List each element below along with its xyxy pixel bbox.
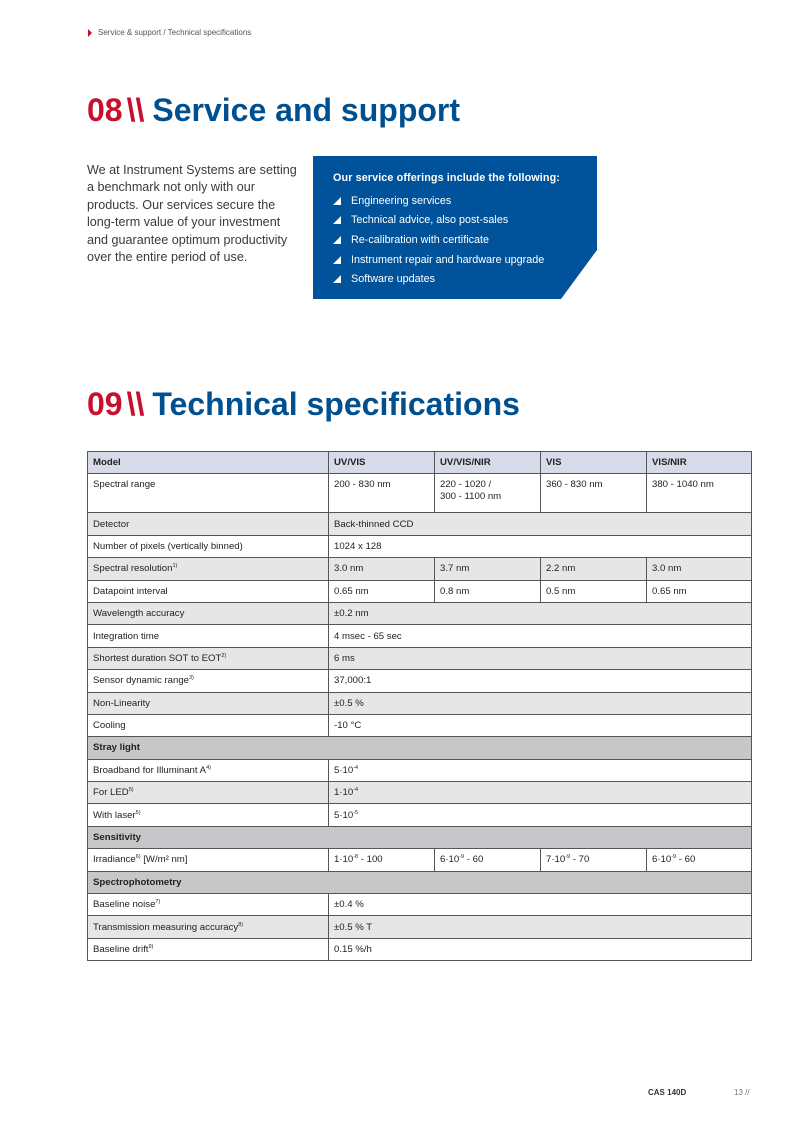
footnote-marker: 2): [221, 652, 227, 659]
footnote-marker: 6): [135, 854, 141, 861]
value-exponent: -5: [353, 809, 359, 816]
cell: 6 ms: [329, 647, 752, 669]
table-row: [88, 938, 752, 960]
table-row: [88, 894, 752, 916]
row-label-text: Shortest duration SOT to EOT: [93, 652, 222, 664]
row-label: Datapoint interval: [88, 580, 329, 602]
cell: 200 - 830 nm: [329, 474, 435, 513]
row-label: [88, 849, 329, 871]
cell: 3.0 nm: [647, 558, 752, 580]
cell: 360 - 830 nm: [541, 474, 647, 513]
row-label-text: Irradiance: [93, 854, 136, 866]
breadcrumb-text: Service & support / Technical specifications: [98, 28, 252, 37]
row-label: [88, 938, 329, 960]
section-09-number: 09: [87, 386, 123, 422]
cell: [435, 849, 541, 871]
triangle-bullet-icon: [333, 197, 341, 205]
footnote-marker: 5): [135, 809, 141, 816]
offering-item-label: Engineering services: [351, 194, 452, 207]
row-label-text: Baseline noise: [93, 899, 156, 911]
row-label: [88, 759, 329, 781]
section-title-spectrophotometry: Spectrophotometry: [88, 871, 752, 893]
breadcrumb: [88, 28, 251, 37]
value-base: 7·10: [546, 854, 566, 866]
offering-item-label: Technical advice, also post-sales: [351, 214, 509, 227]
value-exponent: -9: [459, 854, 465, 861]
cell: 3.7 nm: [435, 558, 541, 580]
table-row: [88, 670, 752, 692]
footnote-marker: 4): [206, 764, 211, 771]
row-label-text: With laser: [93, 809, 136, 821]
cell: 2.2 nm: [541, 558, 647, 580]
footnote-marker: 1): [172, 563, 178, 570]
section-08-title: Service and support: [152, 92, 461, 128]
cell: ±0.2 nm: [329, 602, 752, 624]
value-exponent: -9: [565, 854, 571, 861]
table-row: [88, 535, 752, 557]
table-row: [88, 804, 752, 826]
row-label: Cooling: [88, 714, 329, 736]
row-label: Detector: [88, 513, 329, 535]
cell-line: 300 - 1100 nm: [440, 491, 502, 503]
footnote-marker: 3): [189, 675, 194, 682]
value-base: 6·10: [652, 854, 672, 866]
cell: [329, 782, 752, 804]
value-tail: - 60: [676, 854, 696, 866]
breadcrumb-arrow-icon: [88, 29, 92, 37]
table-row: [88, 580, 752, 602]
row-label-text: For LED: [93, 787, 129, 799]
footnote-marker: 7): [155, 899, 161, 906]
table-row: [88, 849, 752, 871]
cell: 0.15 %/h: [329, 938, 752, 960]
intro-paragraph: We at Instrument Systems are setting a benchmark not only with our products. Our services secure the long-term value of your investment and guarantee optimum productivity over the entire period of use.: [87, 163, 297, 265]
offerings-title: Our service offerings include the following:: [333, 172, 560, 184]
value-base: 6·10: [440, 854, 460, 866]
offering-item: [333, 191, 560, 211]
offering-item-label: Instrument repair and hardware upgrade: [351, 253, 545, 266]
header-uv-vis: UV/VIS: [329, 452, 435, 474]
row-label: [88, 782, 329, 804]
offering-item: [333, 230, 560, 250]
table-row: [88, 558, 752, 580]
cell: -10 °C: [329, 714, 752, 736]
cell: [329, 804, 752, 826]
section-title-sensitivity: Sensitivity: [88, 826, 752, 848]
row-label: [88, 670, 329, 692]
cell: [435, 474, 541, 513]
service-offerings-box: [313, 156, 597, 299]
table-section-row: [88, 737, 752, 759]
value-base: 1·10: [334, 787, 354, 799]
cell: 0.65 nm: [647, 580, 752, 602]
row-label: Non-Linearity: [88, 692, 329, 714]
table-row: [88, 759, 752, 781]
table-row: [88, 714, 752, 736]
value-exponent: -4: [353, 787, 359, 794]
row-label-text: Transmission measuring accuracy: [93, 921, 239, 933]
row-label: Integration time: [88, 625, 329, 647]
table-row: [88, 474, 752, 513]
header-uv-vis-nir: UV/VIS/NIR: [435, 452, 541, 474]
cell: 380 - 1040 nm: [647, 474, 752, 513]
value-exponent: -8: [353, 854, 359, 861]
row-label-text: Baseline drift: [93, 944, 149, 955]
value-base: 5·10: [334, 809, 354, 821]
section-09-heading: [87, 386, 520, 423]
section-09-separator: \\: [126, 386, 145, 422]
offering-item: [333, 250, 560, 270]
value-tail: - 100: [358, 854, 383, 866]
row-label: [88, 894, 329, 916]
offering-item-label: Re-calibration with certificate: [351, 233, 490, 246]
section-title-stray-light: Stray light: [88, 737, 752, 759]
cell: 0.65 nm: [329, 580, 435, 602]
technical-specifications-table: [87, 451, 752, 961]
table-row: [88, 602, 752, 624]
section-08-number: 08: [87, 92, 123, 128]
value-tail: - 60: [464, 854, 484, 866]
header-model: Model: [88, 452, 329, 474]
header-vis: VIS: [541, 452, 647, 474]
header-vis-nir: VIS/NIR: [647, 452, 752, 474]
triangle-bullet-icon: [333, 275, 341, 283]
footer-page-number: 13 //: [734, 1088, 750, 1097]
cell: 3.0 nm: [329, 558, 435, 580]
cell: 4 msec - 65 sec: [329, 625, 752, 647]
offering-item: [333, 269, 560, 289]
row-label: [88, 647, 329, 669]
footnote-marker: 9): [148, 943, 154, 950]
footnote-marker: 8): [238, 921, 244, 928]
cell-line: 220 - 1020 /: [440, 479, 492, 491]
offering-item-label: Software updates: [351, 273, 436, 286]
table-row: [88, 647, 752, 669]
row-label-unit: [W/m² nm]: [140, 854, 188, 866]
row-label-text: Spectral resolution: [93, 563, 173, 575]
value-exponent: -9: [671, 854, 677, 861]
row-label-text: Sensor dynamic range: [93, 675, 189, 687]
cell: Back-thinned CCD: [329, 513, 752, 535]
row-label: Spectral range: [88, 474, 329, 513]
row-label: [88, 916, 329, 938]
table-section-row: [88, 826, 752, 848]
section-09-title: Technical specifications: [152, 386, 520, 422]
footnote-marker: 5): [128, 787, 134, 794]
cell: [329, 849, 435, 871]
footer-product-name: CAS 140D: [648, 1088, 687, 1097]
cell: 37,000:1: [329, 670, 752, 692]
table-header-row: [88, 452, 752, 474]
row-label: Wavelength accuracy: [88, 602, 329, 624]
value-exponent: -4: [353, 764, 359, 771]
triangle-bullet-icon: [333, 236, 341, 244]
value-base: 1·10: [334, 854, 354, 866]
cell: [541, 849, 647, 871]
table-section-row: [88, 871, 752, 893]
row-label: [88, 558, 329, 580]
cell: 0.8 nm: [435, 580, 541, 602]
row-label: [88, 804, 329, 826]
cell: 0.5 nm: [541, 580, 647, 602]
table-row: [88, 513, 752, 535]
cell: ±0.5 % T: [329, 916, 752, 938]
table-row: [88, 916, 752, 938]
cell: ±0.5 %: [329, 692, 752, 714]
cell: 1024 x 128: [329, 535, 752, 557]
table-row: [88, 625, 752, 647]
row-label: Number of pixels (vertically binned): [88, 535, 329, 557]
cell: [329, 759, 752, 781]
cell: [647, 849, 752, 871]
cell: ±0.4 %: [329, 894, 752, 916]
value-tail: - 70: [570, 854, 590, 866]
section-08-heading: [87, 92, 460, 129]
section-08-separator: \\: [126, 92, 145, 128]
table-row: [88, 782, 752, 804]
offering-item: [333, 211, 560, 231]
value-base: 5·10: [334, 764, 354, 776]
triangle-bullet-icon: [333, 216, 341, 224]
triangle-bullet-icon: [333, 256, 341, 264]
row-label-text: Broadband for Illuminant A: [93, 764, 207, 776]
table-row: [88, 692, 752, 714]
